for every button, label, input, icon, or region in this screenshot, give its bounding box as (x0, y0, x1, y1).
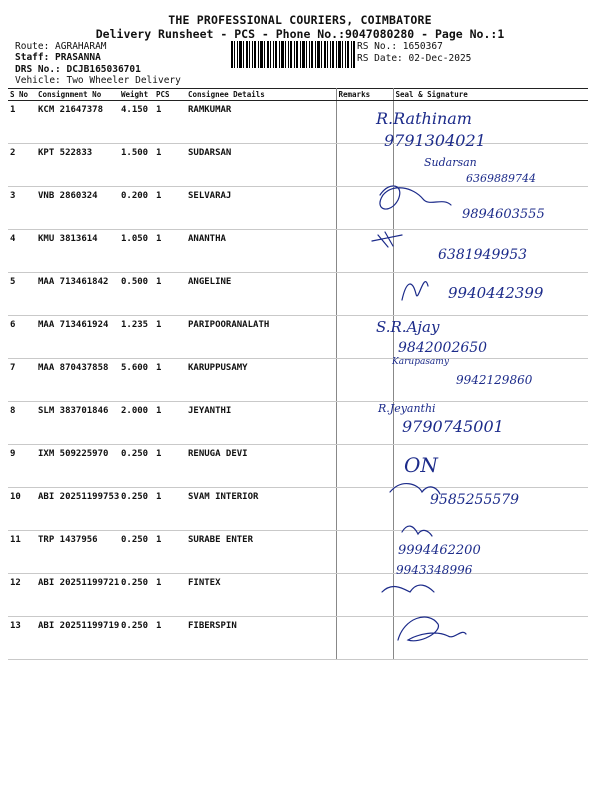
cell-weight: 0.250 (119, 617, 154, 660)
cell-remarks (336, 574, 393, 617)
col-pcs: PCS (154, 89, 186, 101)
col-consignment-no: Consignment No (36, 89, 119, 101)
cell-pcs: 1 (154, 230, 186, 273)
cell-pcs: 1 (154, 402, 186, 445)
cell-weight: 0.250 (119, 574, 154, 617)
cell-weight: 1.050 (119, 230, 154, 273)
table-row (8, 230, 588, 273)
cell-consignment-no: ABI 20251199721 (36, 574, 119, 617)
cell-remarks (336, 402, 393, 445)
table-row (8, 316, 588, 359)
cell-consignee: SELVARAJ (186, 187, 336, 230)
cell-remarks (336, 445, 393, 488)
cell-signature (393, 531, 588, 574)
rs-date: RS Date: 02-Dec-2025 (357, 53, 472, 64)
cell-weight: 0.250 (119, 488, 154, 531)
cell-weight: 0.250 (119, 445, 154, 488)
handwriting-r7-phone: 9942129860 (456, 373, 533, 387)
handwriting-r10-phone: 9585255579 (430, 492, 520, 508)
cell-signature (393, 488, 588, 531)
cell-pcs: 1 (154, 144, 186, 187)
cell-sno: 13 (8, 617, 36, 660)
cell-sno: 11 (8, 531, 36, 574)
cell-consignee: RENUGA DEVI (186, 445, 336, 488)
cell-consignee: SUDARSAN (186, 144, 336, 187)
cell-consignee: SVAM INTERIOR (186, 488, 336, 531)
cell-signature (393, 230, 588, 273)
handwriting-r2-name: Sudarsan (424, 156, 477, 169)
cell-consignment-no: MAA 870437858 (36, 359, 119, 402)
cell-consignment-no: IXM 509225970 (36, 445, 119, 488)
handwriting-r9-mark: ON (404, 453, 438, 477)
handwriting-r1-phone: 9791304021 (384, 131, 486, 150)
cell-pcs: 1 (154, 273, 186, 316)
cell-signature (393, 359, 588, 402)
cell-remarks (336, 187, 393, 230)
table-row (8, 187, 588, 230)
cell-remarks (336, 273, 393, 316)
cell-consignee: ANANTHA (186, 230, 336, 273)
cell-consignee: FIBERSPIN (186, 617, 336, 660)
cell-consignee: RAMKUMAR (186, 101, 336, 144)
cell-signature (393, 144, 588, 187)
cell-signature (393, 316, 588, 359)
cell-signature (393, 101, 588, 144)
cell-sno: 5 (8, 273, 36, 316)
vehicle-label: Vehicle: Two Wheeler Delivery (15, 75, 181, 86)
route-label: Route: AGRAHARAM (15, 41, 107, 52)
cell-pcs: 1 (154, 101, 186, 144)
staff-label: Staff: PRASANNA (15, 52, 101, 63)
table-row (8, 488, 588, 531)
cell-sno: 3 (8, 187, 36, 230)
cell-weight: 0.250 (119, 531, 154, 574)
cell-sno: 7 (8, 359, 36, 402)
cell-signature (393, 187, 588, 230)
cell-consignment-no: KPT 522833 (36, 144, 119, 187)
cell-consignment-no: KMU 3813614 (36, 230, 119, 273)
cell-sno: 2 (8, 144, 36, 187)
cell-remarks (336, 101, 393, 144)
cell-sno: 6 (8, 316, 36, 359)
runsheet-table (8, 88, 588, 660)
cell-pcs: 1 (154, 187, 186, 230)
cell-weight: 1.235 (119, 316, 154, 359)
col-remarks: Remarks (336, 89, 393, 101)
cell-sno: 9 (8, 445, 36, 488)
cell-pcs: 1 (154, 488, 186, 531)
cell-weight: 0.500 (119, 273, 154, 316)
cell-weight: 4.150 (119, 101, 154, 144)
cell-consignment-no: VNB 2860324 (36, 187, 119, 230)
cell-weight: 0.200 (119, 187, 154, 230)
handwriting-r1-name: R.Rathinam (376, 109, 472, 128)
rs-number: RS No.: 1650367 (357, 41, 443, 52)
cell-consignment-no: MAA 713461924 (36, 316, 119, 359)
table-row (8, 359, 588, 402)
handwriting-r6-name: S.R.Ajay (376, 318, 440, 336)
table-body (8, 101, 588, 660)
drs-number: DRS No.: DCJB165036701 (15, 64, 141, 75)
handwriting-r8-name: R.Jeyanthi (378, 402, 436, 415)
cell-sno: 4 (8, 230, 36, 273)
cell-consignee: FINTEX (186, 574, 336, 617)
cell-remarks (336, 617, 393, 660)
cell-consignment-no: KCM 21647378 (36, 101, 119, 144)
handwriting-r2-phone: 6369889744 (466, 172, 536, 185)
cell-signature (393, 617, 588, 660)
cell-pcs: 1 (154, 531, 186, 574)
cell-signature (393, 402, 588, 445)
cell-pcs: 1 (154, 359, 186, 402)
cell-sno: 10 (8, 488, 36, 531)
cell-consignee: ANGELINE (186, 273, 336, 316)
cell-weight: 1.500 (119, 144, 154, 187)
handwriting-r4-phone: 6381949953 (438, 247, 528, 263)
cell-remarks (336, 144, 393, 187)
col-sno: S No (8, 89, 36, 101)
cell-signature (393, 574, 588, 617)
cell-remarks (336, 359, 393, 402)
cell-signature (393, 273, 588, 316)
runsheet-subtitle: Delivery Runsheet - PCS - Phone No.:9047080280 - Page No.:1 (95, 27, 505, 41)
table-row (8, 273, 588, 316)
cell-remarks (336, 531, 393, 574)
cell-consignment-no: SLM 383701846 (36, 402, 119, 445)
cell-pcs: 1 (154, 574, 186, 617)
cell-sno: 12 (8, 574, 36, 617)
barcode-image (230, 41, 355, 68)
handwriting-r3-phone: 9894603555 (462, 207, 545, 222)
table-row (8, 617, 588, 660)
table-row (8, 144, 588, 187)
table-row (8, 574, 588, 617)
cell-remarks (336, 488, 393, 531)
handwriting-r5-phone: 9940442399 (448, 284, 544, 302)
cell-weight: 5.600 (119, 359, 154, 402)
table-row (8, 445, 588, 488)
cell-pcs: 1 (154, 445, 186, 488)
cell-pcs: 1 (154, 617, 186, 660)
handwriting-r8-phone: 9790745001 (402, 417, 504, 436)
cell-consignment-no: MAA 713461842 (36, 273, 119, 316)
cell-sno: 1 (8, 101, 36, 144)
cell-remarks (336, 316, 393, 359)
col-consignee-details: Consignee Details (186, 89, 336, 101)
cell-consignee: PARIPOORANALATH (186, 316, 336, 359)
cell-remarks (336, 230, 393, 273)
table-header-row (8, 89, 588, 101)
cell-signature (393, 445, 588, 488)
col-weight: Weight (119, 89, 154, 101)
handwriting-r11-phone: 9994462200 (398, 543, 481, 558)
cell-pcs: 1 (154, 316, 186, 359)
cell-consignment-no: TRP 1437956 (36, 531, 119, 574)
handwriting-r7-name: Karupasamy (392, 357, 449, 367)
cell-consignee: JEYANTHI (186, 402, 336, 445)
table-row (8, 101, 588, 144)
cell-consignment-no: ABI 20251199753 (36, 488, 119, 531)
cell-consignee: KARUPPUSAMY (186, 359, 336, 402)
cell-sno: 8 (8, 402, 36, 445)
col-seal-signature: Seal & Signature (393, 89, 588, 101)
cell-consignee: SURABE ENTER (186, 531, 336, 574)
table-row (8, 531, 588, 574)
company-title: THE PROFESSIONAL COURIERS, COIMBATORE (168, 13, 432, 27)
table-row (8, 402, 588, 445)
cell-consignment-no: ABI 20251199719 (36, 617, 119, 660)
cell-weight: 2.000 (119, 402, 154, 445)
handwriting-r6-phone: 9842002650 (398, 340, 488, 356)
handwriting-r12-phone: 9943348996 (396, 563, 473, 577)
